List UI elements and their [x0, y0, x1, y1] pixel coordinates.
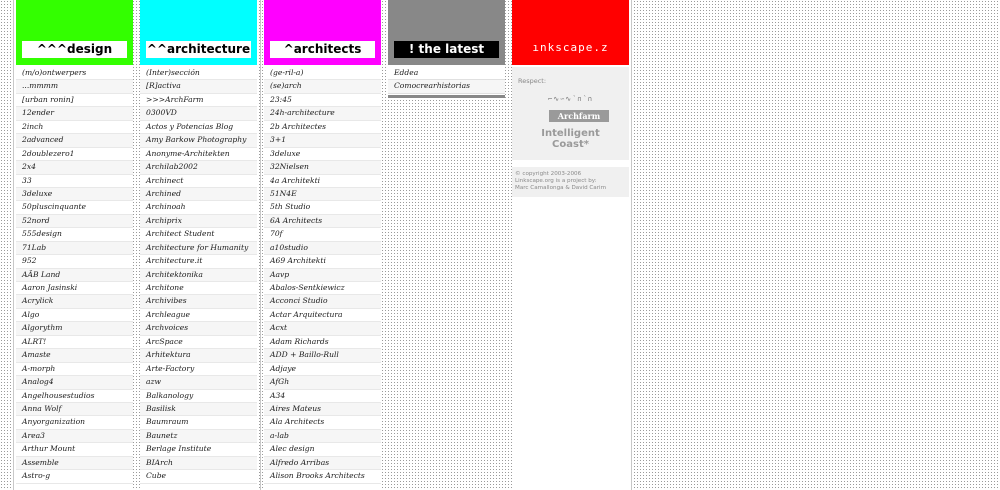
- link-item[interactable]: 32Nielsen: [264, 161, 381, 174]
- link-item[interactable]: Arthur Mount: [16, 443, 133, 456]
- link-item[interactable]: Acrylick: [16, 295, 133, 308]
- column-divider: [631, 0, 632, 490]
- link-item[interactable]: Analog4: [16, 376, 133, 389]
- link-item[interactable]: Algo: [16, 309, 133, 322]
- link-item[interactable]: Archleague: [140, 309, 257, 322]
- copyright-block: [512, 167, 629, 197]
- latest-header-label[interactable]: ! the latest: [394, 41, 499, 58]
- link-item[interactable]: Archilab2002: [140, 161, 257, 174]
- column-divider: [13, 0, 14, 490]
- link-item[interactable]: (se)arch: [264, 80, 381, 93]
- link-item[interactable]: ArcSpace: [140, 336, 257, 349]
- design-header-label[interactable]: ^^^design: [22, 41, 127, 58]
- link-item[interactable]: 70f: [264, 228, 381, 241]
- link-item[interactable]: Anonyme-Architekten: [140, 148, 257, 161]
- design-column: [16, 0, 133, 490]
- architecture-column: [140, 0, 257, 490]
- architects-header-label[interactable]: ^architects: [270, 41, 375, 58]
- link-item[interactable]: Alec design: [264, 443, 381, 456]
- link-item[interactable]: a10studio: [264, 242, 381, 255]
- link-item[interactable]: AfGh: [264, 376, 381, 389]
- architecture-link-list: [140, 67, 257, 484]
- architects-link-list: [264, 67, 381, 484]
- link-item[interactable]: Comocrearhistorias: [388, 80, 505, 93]
- respect-label: Respect:: [518, 77, 547, 85]
- latest-link-list: [388, 67, 505, 94]
- link-item[interactable]: 24h-architecture: [264, 107, 381, 120]
- link-item[interactable]: A69 Architekti: [264, 255, 381, 268]
- link-item[interactable]: Aaron Jasinski: [16, 282, 133, 295]
- link-item[interactable]: Arhitektura: [140, 349, 257, 362]
- link-item[interactable]: Architektonika: [140, 269, 257, 282]
- link-item[interactable]: Eddea: [388, 67, 505, 80]
- link-item[interactable]: Architecture for Humanity: [140, 242, 257, 255]
- link-item[interactable]: Acxt: [264, 322, 381, 335]
- link-item[interactable]: A34: [264, 390, 381, 403]
- link-item[interactable]: [urban ronin]: [16, 94, 133, 107]
- intelligent-coast-logo-line1[interactable]: Intelligent: [541, 128, 600, 139]
- link-item[interactable]: Adjaye: [264, 363, 381, 376]
- link-item[interactable]: (ge-ril-a): [264, 67, 381, 80]
- link-item[interactable]: Abalos-Sentkiewicz: [264, 282, 381, 295]
- link-item[interactable]: BIArch: [140, 457, 257, 470]
- link-item[interactable]: Adam Richards: [264, 336, 381, 349]
- link-item[interactable]: 23:45: [264, 94, 381, 107]
- link-item[interactable]: Aires Mateus: [264, 403, 381, 416]
- link-item[interactable]: 50pluscinquante: [16, 201, 133, 214]
- link-item[interactable]: 2x4: [16, 161, 133, 174]
- link-item[interactable]: (m/o)ontwerpers: [16, 67, 133, 80]
- link-item[interactable]: 2advanced: [16, 134, 133, 147]
- link-item[interactable]: 12ender: [16, 107, 133, 120]
- link-item[interactable]: Alison Brooks Architects: [264, 470, 381, 483]
- design-link-list: [16, 67, 133, 484]
- link-item[interactable]: Baunetz: [140, 430, 257, 443]
- link-item[interactable]: 6A Architects: [264, 215, 381, 228]
- latest-column: [388, 0, 505, 99]
- link-item[interactable]: AÄB Land: [16, 269, 133, 282]
- link-item[interactable]: Arte-Factory: [140, 363, 257, 376]
- architects-column: [264, 0, 381, 490]
- design-header[interactable]: [16, 0, 133, 65]
- link-item[interactable]: Architecture.it: [140, 255, 257, 268]
- link-item[interactable]: Ala Architects: [264, 416, 381, 429]
- link-item[interactable]: Architect Student: [140, 228, 257, 241]
- link-item[interactable]: Amaste: [16, 349, 133, 362]
- link-item[interactable]: 33: [16, 175, 133, 188]
- inkscape-column: [512, 0, 629, 490]
- link-item[interactable]: Archinoah: [140, 201, 257, 214]
- link-item[interactable]: Actar Arquitectura: [264, 309, 381, 322]
- link-item[interactable]: Archined: [140, 188, 257, 201]
- link-item[interactable]: >>>ArchFarm: [140, 94, 257, 107]
- link-item[interactable]: Astro-g: [16, 470, 133, 483]
- link-item[interactable]: Acconci Studio: [264, 295, 381, 308]
- link-item[interactable]: Angelhousestudios: [16, 390, 133, 403]
- link-item[interactable]: Archivibes: [140, 295, 257, 308]
- link-item[interactable]: 2doublezero1: [16, 148, 133, 161]
- link-item[interactable]: ...mmmm: [16, 80, 133, 93]
- link-item[interactable]: Alfredo Arribas: [264, 457, 381, 470]
- link-item[interactable]: Anna Wolf: [16, 403, 133, 416]
- link-item[interactable]: 2inch: [16, 121, 133, 134]
- link-item[interactable]: Basilisk: [140, 403, 257, 416]
- inkscape-header[interactable]: [512, 0, 629, 65]
- link-item[interactable]: Anyorganization: [16, 416, 133, 429]
- intelligent-coast-logo-line2[interactable]: Coast*: [552, 139, 589, 150]
- architecture-header-label[interactable]: ^^architecture: [146, 42, 251, 56]
- link-item[interactable]: 52nord: [16, 215, 133, 228]
- column-divider: [260, 0, 261, 490]
- link-item[interactable]: a-lab: [264, 430, 381, 443]
- link-item[interactable]: Archvoices: [140, 322, 257, 335]
- copyright-line-2: Linkscape.org is a project by:: [515, 178, 597, 184]
- sponsor-squiggle-logo[interactable]: ⌐∿∽∿՝∩՝∩: [548, 95, 594, 103]
- link-item[interactable]: 555design: [16, 228, 133, 241]
- link-item[interactable]: Baumraum: [140, 416, 257, 429]
- link-item[interactable]: A-morph: [16, 363, 133, 376]
- architects-header[interactable]: [264, 0, 381, 65]
- link-item[interactable]: [R]activa: [140, 80, 257, 93]
- latest-header[interactable]: [388, 0, 505, 65]
- link-item[interactable]: Balkanology: [140, 390, 257, 403]
- link-item[interactable]: 3deluxe: [264, 148, 381, 161]
- latest-divider: [388, 95, 505, 98]
- link-item[interactable]: Assemble: [16, 457, 133, 470]
- inkscape-logo[interactable]: ınkscape.z: [532, 41, 609, 54]
- link-item[interactable]: Area3: [16, 430, 133, 443]
- link-item[interactable]: Aavp: [264, 269, 381, 282]
- link-item[interactable]: 2b Architectes: [264, 121, 381, 134]
- link-item[interactable]: Archiprix: [140, 215, 257, 228]
- link-item[interactable]: 71Lab: [16, 242, 133, 255]
- link-item[interactable]: Berlage Institute: [140, 443, 257, 456]
- link-item[interactable]: Algorythm: [16, 322, 133, 335]
- link-item[interactable]: 3deluxe: [16, 188, 133, 201]
- link-item[interactable]: Architone: [140, 282, 257, 295]
- link-item[interactable]: 51N4E: [264, 188, 381, 201]
- link-item[interactable]: Cube: [140, 470, 257, 483]
- link-item[interactable]: Archinect: [140, 175, 257, 188]
- link-item[interactable]: 5th Studio: [264, 201, 381, 214]
- copyright-line-1: © copyright 2003-2006: [515, 171, 582, 177]
- link-item[interactable]: (Inter)sección: [140, 67, 257, 80]
- link-item[interactable]: Actos y Potencias Blog: [140, 121, 257, 134]
- respect-panel: [512, 67, 629, 160]
- link-item[interactable]: 952: [16, 255, 133, 268]
- link-item[interactable]: Amy Barkow Photography: [140, 134, 257, 147]
- copyright-line-3: Marc Camallonga & David Carim: [515, 185, 607, 191]
- link-item[interactable]: 3+1: [264, 134, 381, 147]
- link-item[interactable]: ADD + Baillo-Rull: [264, 349, 381, 362]
- link-item[interactable]: ALRT!: [16, 336, 133, 349]
- archfarm-logo[interactable]: Archfarm: [549, 110, 609, 122]
- link-item[interactable]: 4a Architekti: [264, 175, 381, 188]
- link-item[interactable]: azw: [140, 376, 257, 389]
- link-item[interactable]: 0300VD: [140, 107, 257, 120]
- architecture-header[interactable]: [140, 0, 257, 65]
